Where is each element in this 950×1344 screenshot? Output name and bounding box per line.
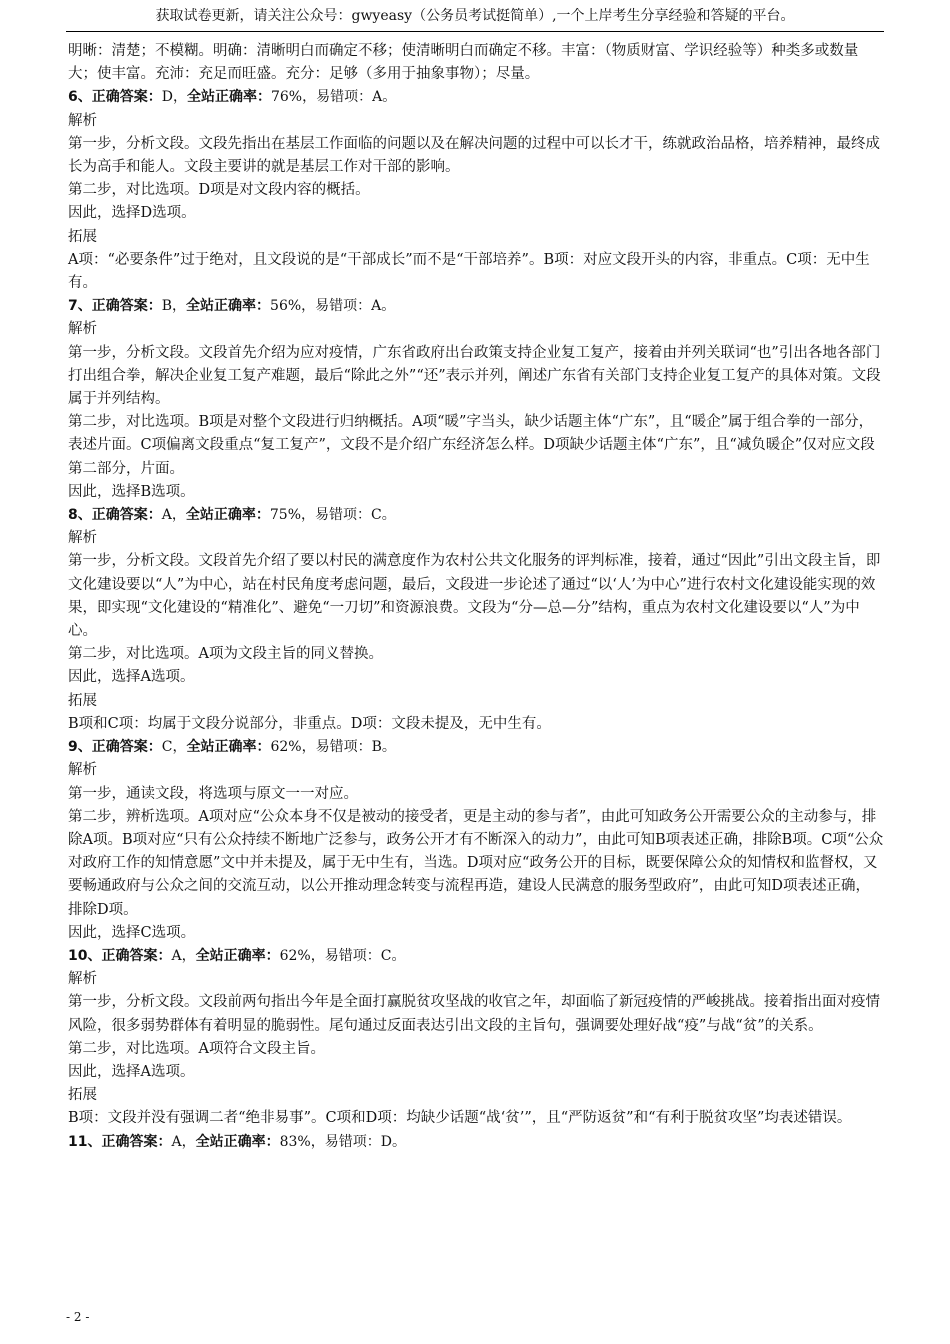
analysis-paragraph: 第二步，对比选项。B项是对整个文段进行归纳概括。A项“暖”字当头，缺少话题主体“广东”，且“暖企”属于组合拳的一部分，表述片面。C项偏离文段重点“复工复产”，文段不是介绍广东经济怎么样。D项缺少话题主体“广东”，且“减负暖企”仅对应文段第二部分，片面。 <box>68 414 875 477</box>
analysis-paragraph: 因此，选择B选项。 <box>68 483 195 500</box>
rate-detail: 76%，易错项：A。 <box>270 89 397 106</box>
answer-label: 11、正确答案： <box>68 1133 172 1150</box>
analysis-paragraph: 因此，选择D选项。 <box>68 205 196 222</box>
answer-label: 8、正确答案： <box>68 507 162 524</box>
rate-label: 全站正确率： <box>195 1133 280 1150</box>
answer-value: D， <box>161 89 187 106</box>
analysis-heading: 解析 <box>68 762 97 779</box>
analysis-paragraph: 第一步，通读文段，将选项与原文一一对应。 <box>68 785 358 802</box>
rate-label: 全站正确率： <box>186 298 271 315</box>
answer-line <box>68 295 884 318</box>
answer-label: 6、正确答案： <box>68 89 162 106</box>
analysis-paragraph: 第一步，分析文段。文段首先介绍为应对疫情，广东省政府出台政策支持企业复工复产，接着由并列关联词“也”引出各地各部门打出组合拳，解决企业复工复产难题，最后“除此之外”“还”表示并列，阐述广东省有关部门支持企业复工复产的具体对策。文段属于并列结构。 <box>68 344 881 408</box>
extension-heading: 拓展 <box>68 692 97 709</box>
rate-label: 全站正确率： <box>186 89 271 106</box>
analysis-heading: 解析 <box>68 971 97 988</box>
answer-value: B， <box>161 298 187 315</box>
answer-label: 7、正确答案： <box>68 298 162 315</box>
analysis-heading: 解析 <box>68 530 97 547</box>
answer-value: A， <box>171 947 196 964</box>
answer-label: 10、正确答案： <box>68 947 172 964</box>
extension-paragraph: B项和C项：均属于文段分说部分，非重点。D项：文段未提及，无中生有。 <box>68 715 551 732</box>
rate-detail: 56%，易错项：A。 <box>270 298 396 315</box>
intro-paragraph: 明晰：清楚；不模糊。明确：清晰明白而确定不移；使清晰明白而确定不移。丰富：（物质财富、学识经验等）种类多或数量大；使丰富。充沛：充足而旺盛。充分：足够（多用于抽象事物）；尽量。 <box>68 43 859 83</box>
rate-detail: 62%，易错项：C。 <box>279 947 406 964</box>
rate-detail: 62%，易错项：B。 <box>270 739 396 756</box>
extension-heading: 拓展 <box>68 1087 97 1104</box>
page-number: - 2 - <box>66 1310 90 1324</box>
extension-paragraph: B项：文段并没有强调二者“绝非易事”。C项和D项：均缺少话题“战‘贫’”，且“严防返贫”和“有利于脱贫攻坚”均表述错误。 <box>68 1110 852 1127</box>
analysis-paragraph: 因此，选择A选项。 <box>68 1063 195 1080</box>
answer-value: A， <box>161 507 186 524</box>
answer-line <box>68 945 884 968</box>
rate-label: 全站正确率： <box>186 739 271 756</box>
answer-label: 9、正确答案： <box>68 739 162 756</box>
analysis-paragraph: 第一步，分析文段。文段先指出在基层工作面临的问题以及在解决问题的过程中可以长才干，练就政治品格，培养精神，最终成长为高手和能人。文段主要讲的就是基层工作对干部的影响。 <box>68 135 880 176</box>
extension-paragraph: A项：“必要条件”过于绝对，且文段说的是“干部成长”而不是“干部培养”。B项：对应文段开头的内容，非重点。C项：无中生有。 <box>68 251 870 292</box>
analysis-paragraph: 第二步，辨析选项。A项对应“公众本身不仅是被动的接受者，更是主动的参与者”，由此可知政务公开需要公众的主动参与，排除A项。B项对应“只有公众持续不断地广泛参与，政务公开才有不断深入的动力”，由此可知B项表述正确，排除B项。C项“公众对政府工作的知情意愿”文中并未提及，属于无中生有，当选。D项对应“政务公开的目标，既要保障公众的知情权和监督权，又要畅通政府与公众之间的交流互动，以公开推动理念转变与流程再造，建设人民满意的服务型政府”，由此可知D项表述正确，排除D项。 <box>68 808 884 918</box>
analysis-paragraph: 第二步，对比选项。D项是对文段内容的概括。 <box>68 182 370 199</box>
rate-detail: 75%，易错项：C。 <box>269 507 396 524</box>
answer-line <box>68 1131 884 1154</box>
answer-line <box>68 504 884 527</box>
analysis-paragraph: 第一步，分析文段。文段首先介绍了要以村民的满意度作为农村公共文化服务的评判标准，接着，通过“因此”引出文段主旨，即文化建设要以“人”为中心，站在村民角度考虑问题，最后，文段进一步论述了通过“以‘人’为中心”进行农村文化建设能实现的效果，即实现“文化建设的“精准化”、避免“一刀切”和资源浪费。文段为“分—总—分”结构，重点为农村文化建设要以“人”为中心。 <box>68 553 881 640</box>
answer-line <box>68 736 884 759</box>
header-divider <box>66 31 884 32</box>
rate-detail: 83%，易错项：D。 <box>279 1133 406 1150</box>
analysis-paragraph: 因此，选择C选项。 <box>68 924 196 941</box>
analysis-paragraph: 第一步，分析文段。文段前两句指出今年是全面打赢脱贫攻坚战的收官之年，却面临了新冠疫情的严峻挑战。接着指出面对疫情风险，很多弱势群体有着明显的脆弱性。尾句通过反面表达引出文段的主旨句，强调要处理好战“疫”与战“贫”的关系。 <box>68 994 880 1034</box>
analysis-heading: 解析 <box>68 112 97 129</box>
page-content <box>68 40 884 1154</box>
answer-value: C， <box>161 739 187 756</box>
analysis-paragraph: 因此，选择A选项。 <box>68 669 195 686</box>
analysis-heading: 解析 <box>68 321 97 338</box>
answer-line <box>68 86 884 109</box>
answer-value: A， <box>171 1133 196 1150</box>
rate-label: 全站正确率： <box>195 947 280 964</box>
analysis-paragraph: 第二步，对比选项。A项为文段主旨的同义替换。 <box>68 646 383 663</box>
page-header: 获取试卷更新，请关注公众号：gwyeasy（公务员考试挺简单）,一个上岸考生分享经验和答疑的平台。 <box>155 8 795 24</box>
extension-heading: 拓展 <box>68 228 97 245</box>
analysis-paragraph: 第二步，对比选项。A项符合文段主旨。 <box>68 1040 325 1057</box>
rate-label: 全站正确率： <box>185 507 270 524</box>
